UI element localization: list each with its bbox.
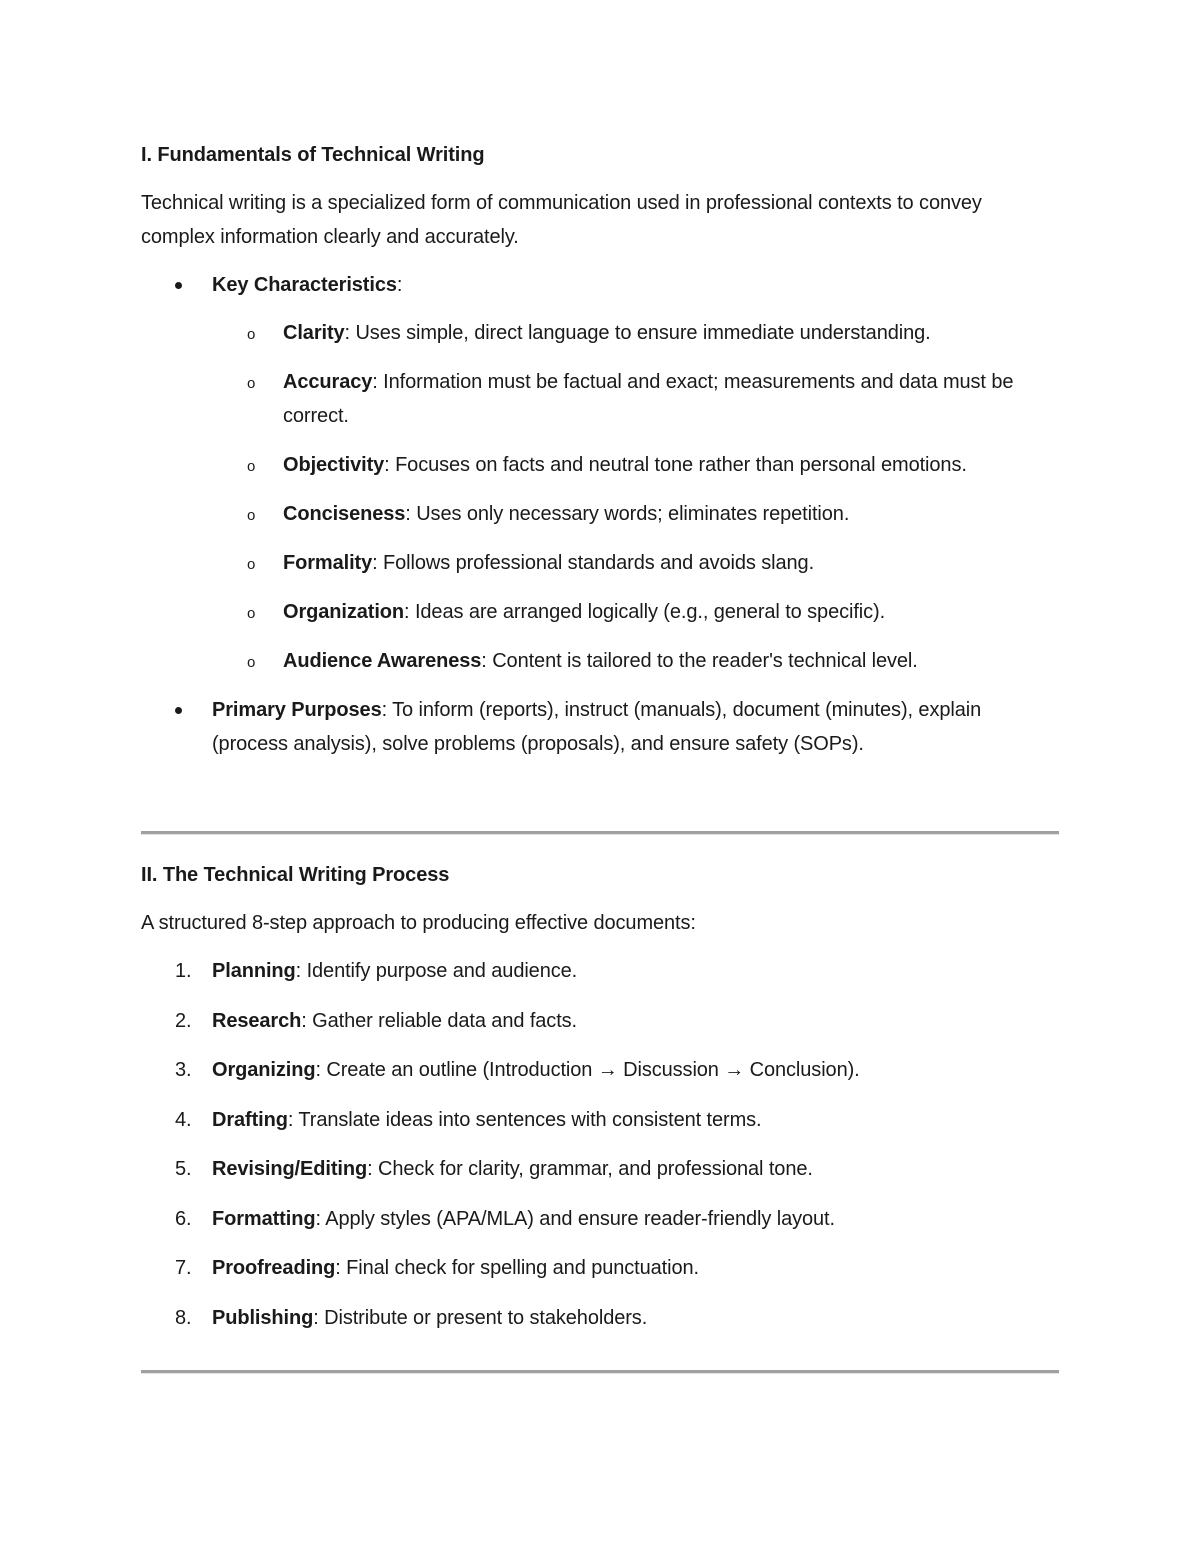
list-item (212, 448, 1061, 482)
horizontal-divider (141, 1370, 1059, 1374)
list-item-desc: : Gather reliable data and facts. (301, 1009, 578, 1032)
list-item-desc: : (396, 274, 403, 296)
circle-bullet-icon: o (247, 556, 256, 573)
list-item (212, 497, 1061, 531)
list-item-term: Revising/Editing (212, 1158, 368, 1180)
circle-bullet-icon: o (247, 654, 256, 671)
list-item-term: Objectivity (283, 454, 385, 476)
list-item-term: Clarity (283, 322, 345, 344)
circle-bullet-icon: o (247, 605, 256, 622)
list-item-desc: : Content is tailored to the reader's technical level. (481, 650, 918, 672)
list-item (141, 1301, 1061, 1335)
characteristics-list (212, 316, 1061, 678)
list-item-desc: : Distribute or present to stakeholders. (313, 1306, 648, 1329)
list-number: 1. (175, 960, 192, 982)
list-number: 6. (175, 1207, 192, 1230)
list-item-term: Formality (283, 552, 373, 574)
section-heading: II. The Technical Writing Process (141, 864, 450, 886)
list-item-desc: : Ideas are arranged logically (e.g., general to specific). (404, 601, 886, 623)
section-process (141, 858, 1061, 1350)
list-item-desc: : Follows professional standards and avoids slang. (372, 552, 815, 574)
section-heading: I. Fundamentals of Technical Writing (141, 144, 485, 166)
list-item-term: Publishing (212, 1306, 314, 1329)
list-item-desc: : Check for clarity, grammar, and professional tone. (367, 1158, 813, 1180)
list-item-term: Key Characteristics (212, 274, 397, 296)
bullet-list (141, 268, 1061, 761)
list-number: 2. (175, 1009, 192, 1032)
list-item (141, 1053, 1061, 1087)
list-item (141, 1202, 1061, 1236)
list-item-term: Research (212, 1009, 302, 1032)
list-item-desc: : Uses simple, direct language to ensure immediate understanding. (344, 322, 931, 344)
list-item-desc: : Translate ideas into sentences with consistent terms. (287, 1108, 762, 1131)
list-item-desc: : Identify purpose and audience. (295, 960, 578, 982)
list-item-term: Planning (212, 960, 296, 982)
list-item-term: Audience Awareness (283, 650, 482, 672)
list-item-desc: : Information must be factual and exact; measurements and data must be correct. (283, 371, 1014, 427)
list-item-desc: : Apply styles (APA/MLA) and ensure reader-friendly layout. (315, 1207, 835, 1230)
list-item (141, 1152, 1061, 1186)
list-number: 7. (175, 1257, 192, 1279)
list-item (212, 365, 1061, 433)
list-item (212, 316, 1061, 350)
list-item (212, 644, 1061, 678)
list-item-key-characteristics (141, 268, 1061, 678)
list-item (141, 1004, 1061, 1038)
section-intro: A structured 8-step approach to producing effective documents: (141, 912, 696, 934)
list-item-term: Organization (283, 601, 405, 623)
list-item-term: Conciseness (283, 503, 406, 525)
list-item (212, 595, 1061, 629)
list-item-term: Drafting (212, 1108, 288, 1131)
steps-list (141, 954, 1061, 1335)
list-number: 8. (175, 1306, 192, 1329)
list-item-term: Accuracy (283, 371, 373, 393)
circle-bullet-icon: o (247, 458, 256, 475)
list-item-term: Primary Purposes (212, 699, 382, 721)
horizontal-divider (141, 831, 1059, 835)
circle-bullet-icon: o (247, 326, 256, 343)
bullet-icon (175, 707, 182, 714)
list-number: 3. (175, 1059, 192, 1081)
list-item-desc: : Final check for spelling and punctuation. (335, 1257, 699, 1279)
list-number: 5. (175, 1158, 192, 1180)
list-item-term: Formatting (212, 1207, 316, 1230)
list-item (212, 546, 1061, 580)
list-item-term: Organizing (212, 1059, 316, 1081)
list-item-term: Proofreading (212, 1257, 336, 1279)
list-item (141, 1251, 1061, 1285)
list-item (141, 954, 1061, 988)
list-number: 4. (175, 1108, 192, 1131)
list-item-desc: : To inform (reports), instruct (manuals), document (minutes), explain (process analysis), solve problems (proposals), and ensure safety (SOPs). (212, 699, 982, 755)
list-item-primary-purposes (141, 693, 1061, 761)
list-item-desc: : Uses only necessary words; eliminates repetition. (405, 503, 850, 525)
list-item (141, 1103, 1061, 1137)
circle-bullet-icon: o (247, 507, 256, 524)
list-item-desc: : Create an outline (Introduction → Discussion → Conclusion). (315, 1059, 860, 1081)
list-item-desc: : Focuses on facts and neutral tone rather than personal emotions. (384, 454, 967, 476)
circle-bullet-icon: o (247, 375, 256, 392)
section-intro: Technical writing is a specialized form of communication used in professional contexts to convey complex information clearly and accurately. (141, 192, 982, 248)
section-fundamentals (141, 138, 1061, 776)
bullet-icon (175, 282, 182, 289)
